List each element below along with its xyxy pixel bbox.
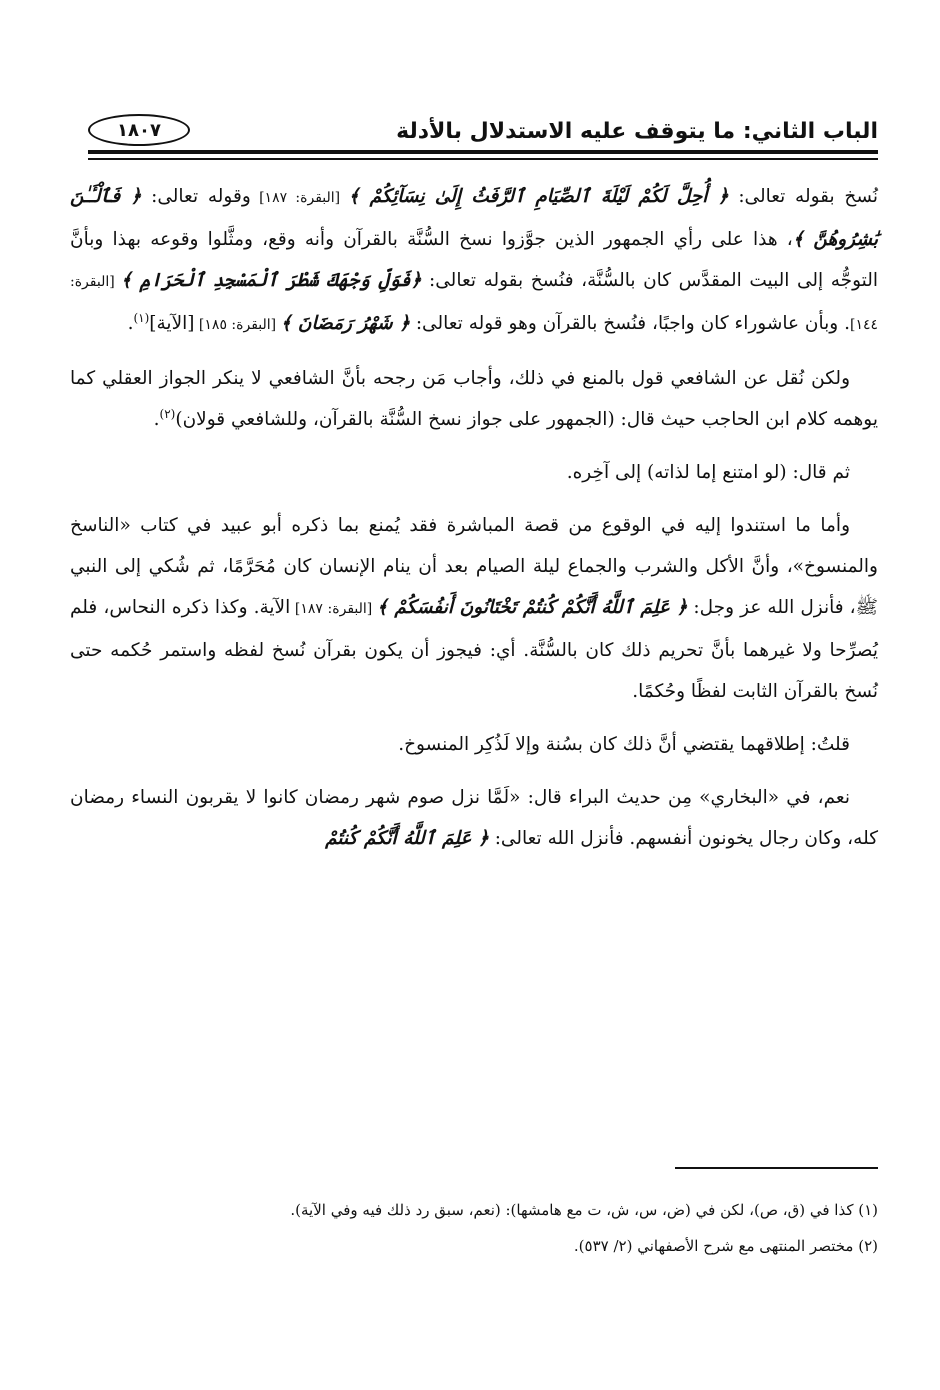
text-run: وقوله تعالى: xyxy=(141,186,251,207)
text-run: قلتُ: إطلاقهما يقتضي أنَّ ذلك كان بسُنة وإلا لَذُكِر المنسوخ. xyxy=(398,734,850,755)
text-run: [الآية] xyxy=(149,313,195,334)
text-run: نُسخ بقوله تعالى: xyxy=(728,186,879,207)
text-run: وأما ما استندوا إليه في الوقوع من قصة المباشرة فقد يُمنع بما ذكره أبو عبيد في كتاب «الناسخ والمنسوخ»، وأنَّ الأكل والشرب والجماع ليلة الصيام بعد أن ينام الإنسان كان مُحَرَّمًا، ثم شُكي إلى النبي ﷺ، فأنزل الله عز وجل: xyxy=(70,515,878,618)
footnotes xyxy=(70,1192,878,1264)
paragraph-3 xyxy=(70,452,878,493)
text-run: . xyxy=(153,409,160,430)
footnote-2: (٢) مختصر المنتهى مع شرح الأصفهاني (٢/ ٥٣٧). xyxy=(573,1237,878,1255)
paragraph-2 xyxy=(70,358,878,440)
running-header xyxy=(88,108,878,148)
verse-reference: [البقرة: ١٨٧] xyxy=(290,601,377,617)
footnote-1: (١) كذا في (ق، ص)، لكن في (ض، س، ش، ت مع هامشها): (نعم، سبق رد ذلك فيه وفي الآية). xyxy=(290,1201,878,1219)
footnote-marker: (١) xyxy=(133,310,150,325)
text-run: ولكن نُقل عن الشافعي قول بالمنع في ذلك، وأجاب مَن رجحه بأنَّ الشافعي لا ينكر الجواز العقلي كما يوهمه كلام ابن الحاجب حيث قال: (الجمهور على جواز نسخ السُّنَّة بالقرآن، وللشافعي قولان) xyxy=(70,368,878,430)
paragraph-4 xyxy=(70,505,878,712)
footnote-separator xyxy=(675,1167,878,1169)
verse-reference: [البقرة: ١٨٥] xyxy=(194,317,281,333)
main-text xyxy=(70,176,878,871)
quran-verse: ﴿ عَلِمَ ٱللَّهُ أَنَّكُمْ كُنتُمْ xyxy=(325,828,489,849)
quran-verse: ﴿ شَهْرُ رَمَضَانَ ﴾ xyxy=(280,313,410,334)
text-run: ، هذا على رأي الجمهور الذين جوَّزوا نسخ السُّنَّة بالقرآن وأنه وقع، ومثَّلوا وقوعه بهذا وبأنَّ التوجُّه إلى البيت المقدَّس كان بالسُّنَّة، فنُسخ بقوله تعالى: xyxy=(70,229,878,291)
text-run: ثم قال: (لو امتنع إما لذاته) إلى آخِره. xyxy=(566,462,850,483)
paragraph-5 xyxy=(70,724,878,765)
text-run: نعم، في «البخاري» مِن حديث البراء قال: «لَمَّا نزل صوم شهر رمضان كانوا لا يقربون النساء رمضان كله، وكان رجال يخونون أنفسهم. فأنزل الله تعالى: xyxy=(70,787,878,849)
text-run: . xyxy=(127,313,134,334)
paragraph-1 xyxy=(70,176,878,346)
header-rule-thick xyxy=(88,150,878,154)
verse-reference: [البقرة: ١٨٧] xyxy=(250,190,349,206)
paragraph-6 xyxy=(70,777,878,859)
quran-verse: ﴿ فَٱلْـَٔـٰنَ بَٰشِرُوهُنَّ ﴾ xyxy=(70,186,878,250)
quran-verse: ﴿فَوَلِّ وَجْهَكَ شَطْرَ ٱلْمَسْجِدِ ٱلْحَرَامِ ﴾ xyxy=(120,270,422,291)
page-number-badge: ١٨٠٧ xyxy=(88,114,190,146)
chapter-title: الباب الثاني: ما يتوقف عليه الاستدلال بالأدلة xyxy=(396,119,878,144)
text-run: . وبأن عاشوراء كان واجبًا، فنُسخ بالقرآن وهو قوله تعالى: xyxy=(409,313,850,334)
quran-verse: ﴿ أُحِلَّ لَكُمْ لَيْلَةَ ٱلصِّيَامِ ٱلرَّفَثُ إِلَىٰ نِسَآئِكُمْ ﴾ xyxy=(348,186,729,207)
quran-verse: ﴿ عَلِمَ ٱللَّهُ أَنَّكُمْ كُنتُمْ تَخْتَانُونَ أَنفُسَكُمْ ﴾ xyxy=(376,597,688,618)
verse-reference: [البقرة: ١٤٤] xyxy=(70,274,878,333)
footnote-marker: (٢) xyxy=(159,406,176,421)
text-run: الآية. وكذا ذكره النحاس، فلم يُصرِّحا ولا غيرهما بأنَّ تحريم ذلك كان بالسُّنَّة. أي: فيجوز أن يكون بقرآن نُسخ لفظه واستمر حُكمه حتى نُسخ بالقرآن الثابت لفظًا وحُكمًا. xyxy=(70,597,878,702)
header-rule-thin xyxy=(88,158,878,160)
